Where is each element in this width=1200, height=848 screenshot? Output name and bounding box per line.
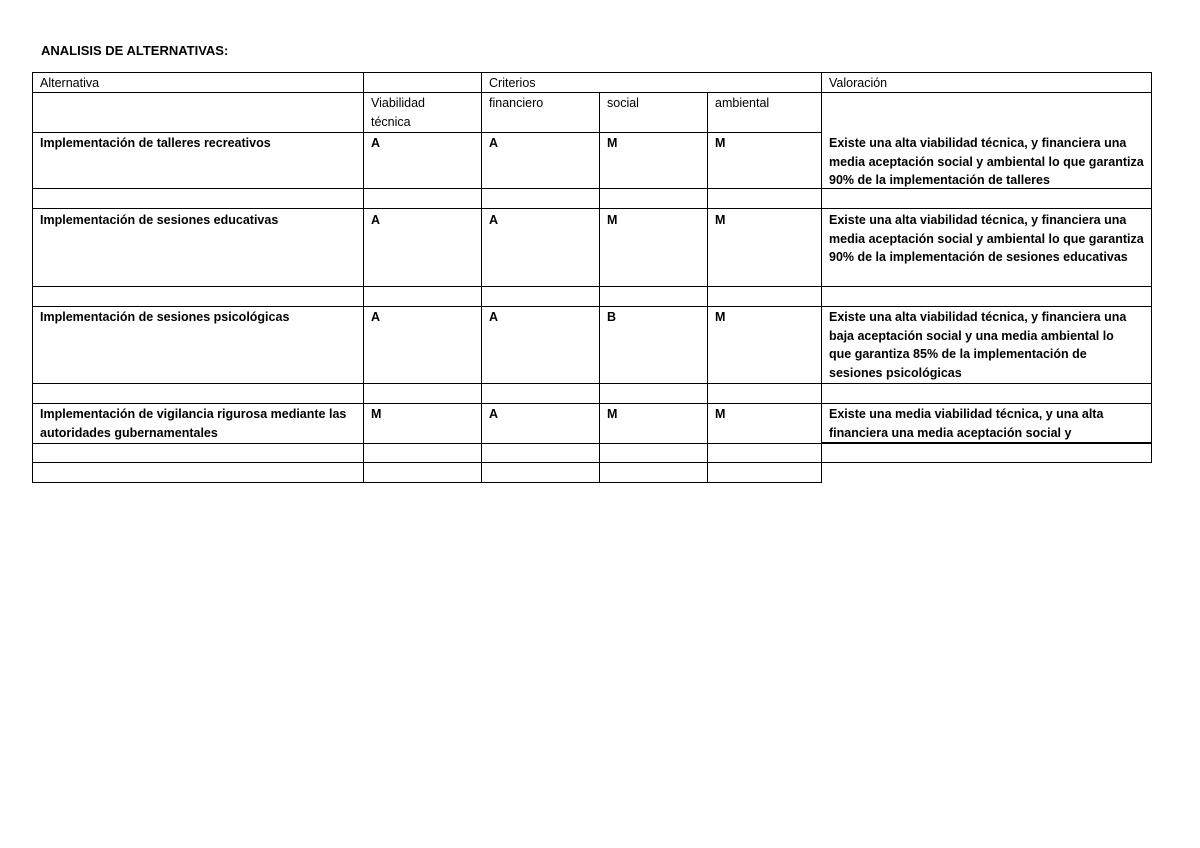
col-border-left xyxy=(32,72,33,483)
row-divider xyxy=(32,383,1152,384)
row-2-valoracion: Existe una alta viabilidad técnica, y financiera una media aceptación social y ambiental lo que garantiza 90% de la implementación de sesiones educativas xyxy=(829,213,1144,264)
row-2-ambiental: M xyxy=(715,213,726,227)
row-3-valoracion: Existe una alta viabilidad técnica, y financiera una baja aceptación social y una media ambiental lo que garantiza 85% de la implementación de sesiones psicológicas xyxy=(829,310,1127,380)
header-criterios: Criterios xyxy=(489,76,536,90)
row-divider xyxy=(32,306,1152,307)
col-divider xyxy=(707,92,708,483)
document-title: ANALISIS DE ALTERNATIVAS: xyxy=(41,43,229,58)
row-1-financiero: A xyxy=(489,136,499,150)
col-divider xyxy=(481,72,482,483)
row-divider xyxy=(32,208,1152,209)
row-2-social: M xyxy=(607,213,618,227)
subheader-viabilidad: Viabilidad técnica xyxy=(371,96,425,129)
row-4-social: M xyxy=(607,407,618,421)
row-3-financiero: A xyxy=(489,310,499,324)
row-4-viabilidad: M xyxy=(371,407,382,421)
table-border-bottom xyxy=(32,482,822,483)
row-2-financiero: A xyxy=(489,213,499,227)
row-divider xyxy=(32,403,1152,404)
table-border-top xyxy=(32,72,1152,73)
row-1-viabilidad: A xyxy=(371,136,381,150)
row-4-valoracion: Existe una media viabilidad técnica, y una alta financiera una media aceptación social y xyxy=(829,407,1104,440)
row-1-social: M xyxy=(607,136,618,150)
row-1-valoracion: Existe una alta viabilidad técnica, y financiera una media aceptación social y ambiental lo que garantiza 90% de la implementación de talleres xyxy=(829,136,1144,187)
row-divider xyxy=(32,443,822,444)
subheader-ambiental: ambiental xyxy=(715,96,770,110)
row-4-ambiental: M xyxy=(715,407,726,421)
header-valoracion: Valoración xyxy=(829,76,888,90)
row-divider xyxy=(32,462,1152,463)
header-alternativa: Alternativa xyxy=(40,76,100,90)
row-1-ambiental: M xyxy=(715,136,726,150)
row-2-alternativa: Implementación de sesiones educativas xyxy=(40,213,279,227)
subheader-divider xyxy=(32,132,822,133)
col-divider xyxy=(363,72,364,483)
row-divider-thick xyxy=(822,442,1152,444)
subheader-financiero: financiero xyxy=(489,96,544,110)
row-3-social: B xyxy=(607,310,617,324)
col-border-right xyxy=(1151,72,1152,463)
row-1-alternativa: Implementación de talleres recreativos xyxy=(40,136,271,150)
row-divider xyxy=(32,286,1152,287)
row-3-ambiental: M xyxy=(715,310,726,324)
col-divider xyxy=(599,92,600,483)
row-2-viabilidad: A xyxy=(371,213,381,227)
col-divider xyxy=(821,72,822,483)
row-3-alternativa: Implementación de sesiones psicológicas xyxy=(40,310,290,324)
row-3-viabilidad: A xyxy=(371,310,381,324)
row-4-alternativa: Implementación de vigilancia rigurosa mediante las autoridades gubernamentales xyxy=(40,407,347,440)
subheader-social: social xyxy=(607,96,639,110)
row-4-financiero: A xyxy=(489,407,499,421)
